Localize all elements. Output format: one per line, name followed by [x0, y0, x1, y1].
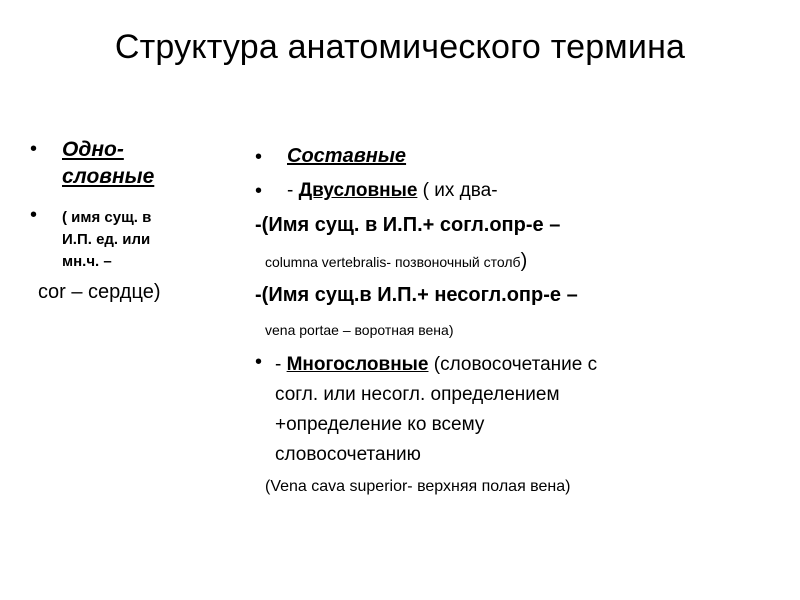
two-word-heading: Двусловные: [298, 180, 418, 201]
slide-title: Структура анатомического термина: [114, 28, 686, 66]
multi-word-line1: [275, 350, 597, 380]
two-word-prefix: -: [287, 180, 299, 201]
single-word-heading-line2: словные: [62, 165, 155, 188]
example-agreed: [265, 250, 527, 273]
example-agreed-text: columna vertebralis- позвоночный столб: [265, 254, 521, 270]
formula-nonagreed: -(Имя сущ.в И.П.+ несогл.опр-е –: [255, 284, 578, 306]
single-word-example: cor – сердце): [38, 281, 161, 303]
single-word-description: [62, 207, 232, 273]
single-word-heading-line1: Одно-: [62, 138, 124, 161]
multi-word-example: (Vena cava superior- верхняя полая вена): [265, 478, 571, 495]
bullet: •: [255, 146, 263, 168]
single-word-desc-line1: ( имя сущ. в: [62, 209, 152, 226]
multi-word-line4: словосочетанию: [275, 444, 421, 465]
multi-word-rest: (словосочетание с: [428, 354, 598, 375]
single-word-desc-line3: мн.ч. –: [62, 253, 112, 270]
formula-agreed: -(Имя сущ. в И.П.+ согл.опр-е –: [255, 214, 561, 236]
multi-word-heading: Многословные: [286, 354, 429, 375]
bullet: •: [255, 351, 263, 373]
bullet: •: [30, 138, 38, 160]
multi-word-prefix: -: [275, 354, 287, 375]
two-word-line: [287, 180, 498, 202]
example-nonagreed: vena portae – воротная вена): [265, 322, 454, 338]
bullet: •: [255, 180, 263, 202]
two-word-suffix: ( их два-: [417, 180, 498, 201]
single-word-heading: [62, 136, 212, 190]
example-agreed-paren: ): [520, 250, 528, 272]
compound-heading: Составные: [287, 145, 407, 167]
bullet: •: [30, 204, 38, 226]
multi-word-line3: +определение ко всему: [275, 414, 485, 435]
single-word-desc-line2: И.П. ед. или: [62, 231, 151, 248]
multi-word-block: [275, 350, 597, 470]
multi-word-line2: согл. или несогл. определением: [275, 384, 560, 405]
